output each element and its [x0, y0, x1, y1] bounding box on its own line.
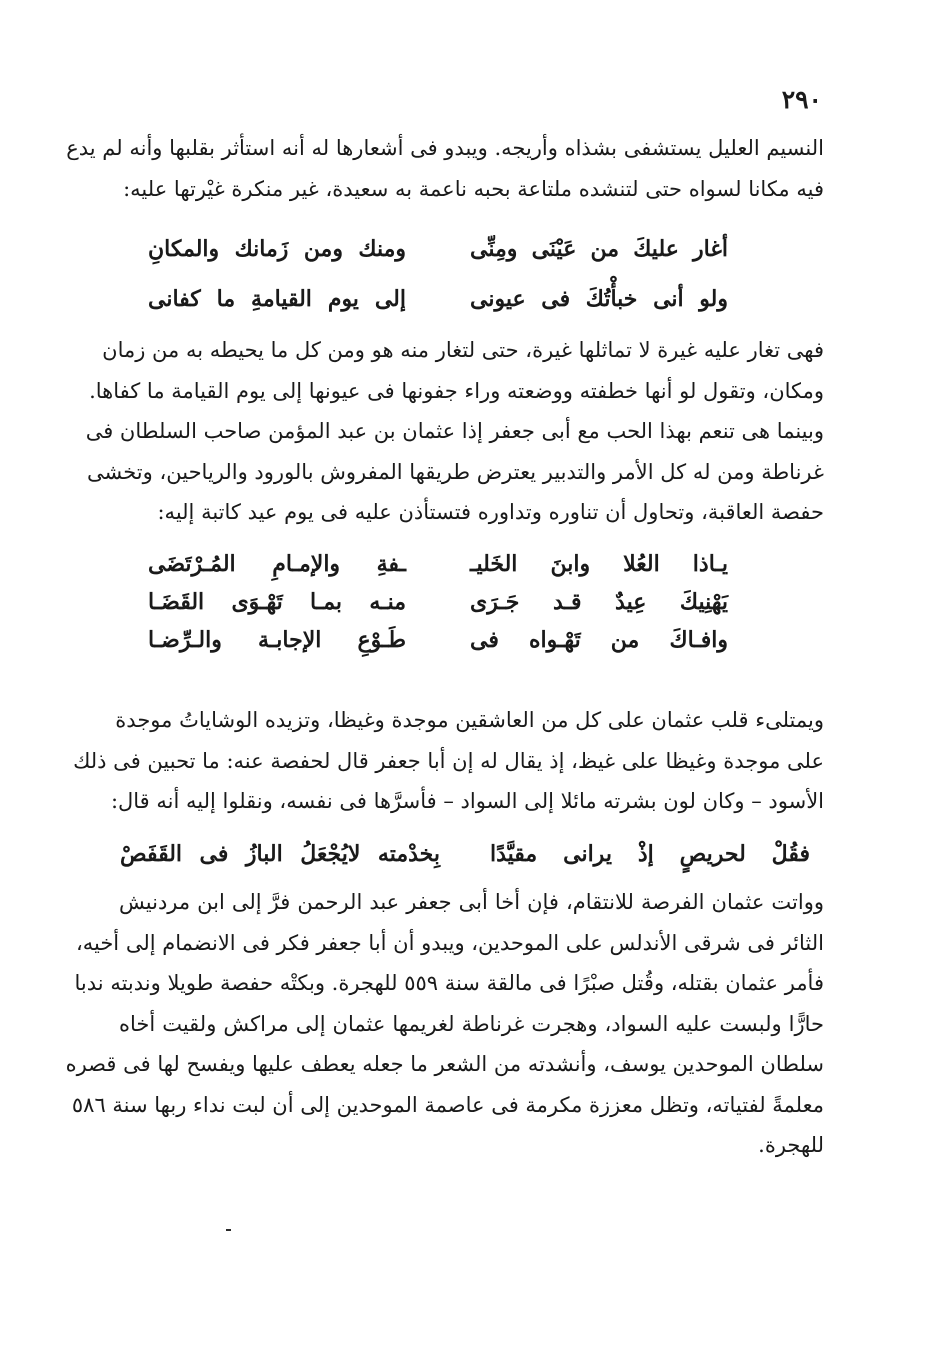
text-line: حارًّا ولبست عليه السواد، وهجرت غرناطة لغريمها عثمان إلى مراكش ولقيت أخاه — [119, 1011, 824, 1036]
text-line: فأمر عثمان بقتله، وقُتل صبْرًا فى مالقة سنة ٥٥٩ للهجرة. وبكتْه حفصة طويلا وندبته ندبا — [74, 971, 824, 995]
verse-first-hemistich: يـاذا العُلا وابنَ الخَليـ — [470, 551, 728, 577]
verse-first-hemistich: أغار عليكَ من عَيْنَى ومِنِّى — [470, 236, 728, 262]
verse-second-hemistich: ـفةِ والإمـامِ المُـرْتَضَى — [148, 551, 406, 577]
paragraph-intro — [66, 128, 824, 209]
text-line: على موجدة وغيظا على غيظ، إذ يقال له إن أبا جعفر قال لحفصة عنه: ما تحبين فى ذلك — [73, 748, 824, 773]
verse-second-hemistich: بِخدْمته لايُجْعَلُ البازُ فى القَفَصْ — [120, 841, 440, 867]
text-line: سلطان الموحدين يوسف، وأنشدته من الشعر ما جعله يعطف عليها ويفسح لها فى قصره — [65, 1052, 824, 1076]
text-line: فيه مكانا لسواه حتى لتنشده ملتاعة بحبه ناعمة به سعيدة، غير منكرة غيْرتها عليه: — [123, 176, 824, 201]
text-line: الثائر فى شرقى الأندلس على الموحدين، ويبدو أن أبا جعفر فكر فى الانضمام إلى أخيه، — [75, 930, 824, 955]
paragraph-revenge — [65, 882, 824, 1166]
poem-verse — [148, 224, 728, 274]
text-line: ومكان، وتقول لو أنها خطفته ووضعته وراء جفونها فى عيونها إلى يوم القيامة ما كفاها. — [89, 378, 824, 403]
text-line: للهجرة. — [758, 1133, 824, 1157]
text-line: النسيم العليل يستشفى بشذاه وأريجه. ويبدو فى أشعارها له أنه استأثر بقلبها وأنه لم يدع — [66, 136, 824, 160]
text-line: معلمةً لفتياته، وتظل معززة مكرمة فى عاصمة الموحدين إلى أن لبت نداء ربها سنة ٥٨٦ — [71, 1092, 824, 1117]
text-line: الأسود – وكان لون بشرته مائلا إلى السواد – فأسرَّها فى نفسه، ونقلوا إليه أنه قال: — [110, 789, 824, 813]
poem-verse — [148, 621, 728, 659]
text-line: وواتت عثمان الفرصة للانتقام، فإن أخا أبى جعفر عبد الرحمن فرَّ إلى ابن مردنيش — [119, 890, 824, 914]
verse-second-hemistich: ومنك ومن زَمانك والمكانِ — [148, 236, 406, 262]
verse-first-hemistich: وافـاكَ من تَهْـواه فى — [470, 627, 728, 653]
print-speck — [226, 1229, 231, 1231]
text-line: ويمتلىء قلب عثمان على كل من العاشقين موجدة وغيظا، وتزيده الوشاياتُ موجدة — [115, 708, 824, 732]
text-line: غرناطة ومن له كل الأمر والتدبير يعترض طريقها المفروش بالورود والرياحين، وتخشى — [87, 459, 824, 484]
verse-first-hemistich: ولو أنى خبأْتُكَ فى عيونى — [470, 286, 728, 312]
poem-verse — [120, 830, 810, 878]
poem-eid-greeting — [148, 545, 728, 659]
poem-verse — [148, 274, 728, 324]
verse-first-hemistich: فقُلْ لحريصٍ إذْ يرانى مقيَّدًا — [490, 841, 810, 867]
text-line: فهى تغار عليه غيرة لا تماثلها غيرة، حتى لتغار منه هو ومن كل ما يحيطه به من زمان — [102, 338, 824, 362]
paragraph-uthman-anger — [73, 700, 824, 822]
verse-second-hemistich: منـه بمـا تَهْـوَى القَضَـا — [148, 589, 406, 615]
poem-verse — [148, 583, 728, 621]
poem-verse — [148, 545, 728, 583]
paragraph-jealousy — [85, 330, 824, 533]
poem-ghayra — [148, 224, 728, 324]
verse-first-hemistich: يَهْنِيكَ عِيدٌ قـد جَـرَى — [470, 589, 728, 615]
text-line: وبينما هى تنعم بهذا الحب مع أبى جعفر إذا عثمان بن عبد المؤمن صاحب السلطان فى — [85, 419, 824, 443]
verse-second-hemistich: إلى يوم القيامةِ ما كفانى — [148, 286, 406, 312]
verse-second-hemistich: طَـوْعِ الإجابـة والـرِّضـا — [148, 627, 406, 653]
page-number: ٢٩٠ — [781, 85, 822, 114]
poem-falcon-verse — [120, 830, 810, 878]
text-line: حفصة العاقبة، وتحاول أن تناوره وتداوره فتستأذن عليه فى يوم عيد كاتبة إليه: — [157, 500, 824, 524]
